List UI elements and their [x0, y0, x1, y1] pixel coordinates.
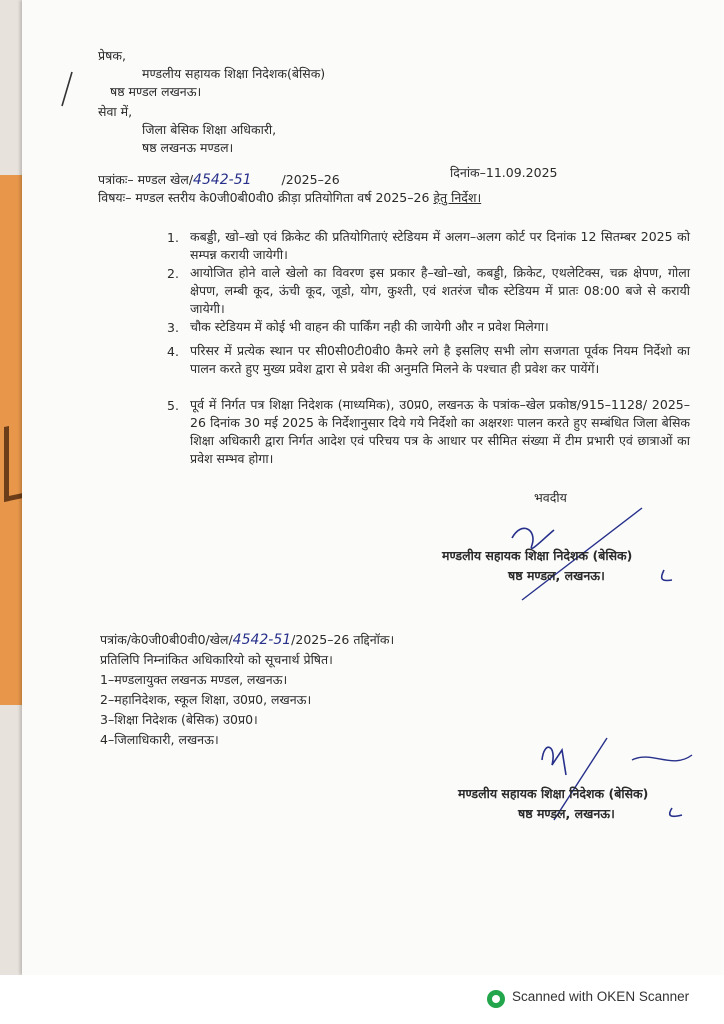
recipient-line-2: षष्ठ लखनऊ मण्डल।: [142, 140, 234, 155]
reference-line: [98, 172, 340, 188]
signoff2-designation: मण्डलीय सहायक शिक्षा निदेशक (बेसिक): [458, 786, 649, 801]
scanner-logo-icon: [487, 990, 505, 1008]
closing: भवदीय: [534, 490, 567, 505]
subject-underlined: हेतु निर्देश।: [433, 190, 482, 205]
pen-mark: [60, 70, 80, 110]
copy-intro: प्रतिलिपि निम्नांकित अधिकारियो को सूचनार्थ प्रेषित।: [100, 652, 333, 667]
signoff-designation: मण्डलीय सहायक शिक्षा निदेशक (बेसिक): [442, 548, 633, 563]
sender-label: प्रेषक,: [98, 48, 126, 63]
copy-reference-prefix: पत्रांक/के0जी0बी0वी0/खेल/: [100, 632, 233, 647]
subject-text: विषयः– मण्डल स्तरीय के0जी0बी0वी0 क्रीड़ा प्रतियोगिता वर्ष 2025–26: [98, 190, 430, 205]
point-3-text: चौक स्टेडियम में कोई भी वाहन की पार्किंग नही की जायेगी और न प्रवेश मिलेगा।: [190, 319, 549, 334]
signoff-place: षष्ठ मण्डल, लखनऊ।: [508, 568, 605, 583]
point-4-text: परिसर में प्रत्येक स्थान पर सी0सी0टी0वी0 कैमरे लगे है इसलिए सभी लोग सजगता पूर्वक नियम निर्देशो का पालन करते हुए मुख्य प्रवेश द्वारा से प्रवेश की अनुमति मिलने के पश्चात ही प्रवेश कर पायेंगें।: [190, 343, 690, 376]
point-1-number: 1.: [167, 230, 179, 245]
point-1-text: कबड्डी, खो–खो एवं क्रिकेट की प्रतियोगिताएं स्टेडियम में अलग–अलग कोर्ट पर दिनांक 12 सितम्बर 2025 को सम्पन्न करायी जायेगी।: [190, 229, 690, 262]
sender-line-2: षष्ठ मण्डल लखनऊ।: [110, 84, 202, 99]
copy-recipient-1: 1–मण्डलायुक्त लखनऊ मण्डल, लखनऊ।: [100, 672, 288, 687]
letter-sheet: [22, 0, 724, 975]
reference-date: दिनांक–11.09.2025: [450, 165, 558, 180]
subject-line: [98, 190, 481, 206]
point-2-text: आयोजित होने वाले खेलो का विवरण इस प्रकार है–खो–खो, कबड्डी, क्रिकेट, एथलेटिक्स, चक्र क्षेपण, गोला क्षेपण, लम्बी कूद, ऊंची कूद, जूडो, योग, कुश्ती, एवं शतरंज चौक स्टेडियम में प्रातः 08:00 बजे से करायी जायेगी।: [190, 265, 690, 316]
reference-handwritten-number: 4542-51: [193, 172, 252, 188]
recipient-label: सेवा में,: [98, 104, 133, 119]
point-3-number: 3.: [167, 320, 179, 335]
copy-recipient-3: 3–शिक्षा निदेशक (बेसिक) उ0प्र0।: [100, 712, 258, 727]
point-5-text: पूर्व में निर्गत पत्र शिक्षा निदेशक (माध्यमिक), उ0प्र0, लखनऊ के पत्रांक–खेल प्रकोष्ठ/915–1128/ 2025–26 दिनांक 30 मई 2025 के निर्देशानुसार दिये गये निर्देशो का अक्षरशः पालन करते हुए सम्बंधित जिला बेसिक शिक्षा अधिकारी द्वारा निर्गत आदेश एवं परिचय पत्र के आधार पर सीमित संख्या में टीम प्रभारी एवं छात्राओं का प्रवेश सम्भव होगा।: [190, 397, 690, 466]
signoff2-place: षष्ठ मण्डल, लखनऊ।: [518, 806, 615, 821]
copy-reference-suffix: /2025–26 तद्दिनॉक।: [291, 632, 395, 647]
copy-reference-line: [100, 632, 394, 648]
signature-2: [522, 720, 712, 820]
sender-line-1: मण्डलीय सहायक शिक्षा निदेशक(बेसिक): [142, 66, 326, 81]
recipient-line-1: जिला बेसिक शिक्षा अधिकारी,: [142, 122, 277, 137]
reference-prefix: पत्रांकः– मण्डल खेल/: [98, 172, 194, 187]
copy-reference-handwritten-number: 4542-51: [232, 632, 292, 648]
copy-recipient-4: 4–जिलाधिकारी, लखनऊ।: [100, 732, 219, 747]
copy-recipient-2: 2–महानिदेशक, स्कूल शिक्षा, उ0प्र0, लखनऊ।: [100, 692, 312, 707]
point-5-number: 5.: [167, 398, 179, 413]
reference-suffix: /2025–26: [281, 172, 340, 187]
scanner-label: Scanned with OKEN Scanner: [512, 989, 690, 1004]
point-4-number: 4.: [167, 344, 179, 359]
point-2-number: 2.: [167, 266, 179, 281]
